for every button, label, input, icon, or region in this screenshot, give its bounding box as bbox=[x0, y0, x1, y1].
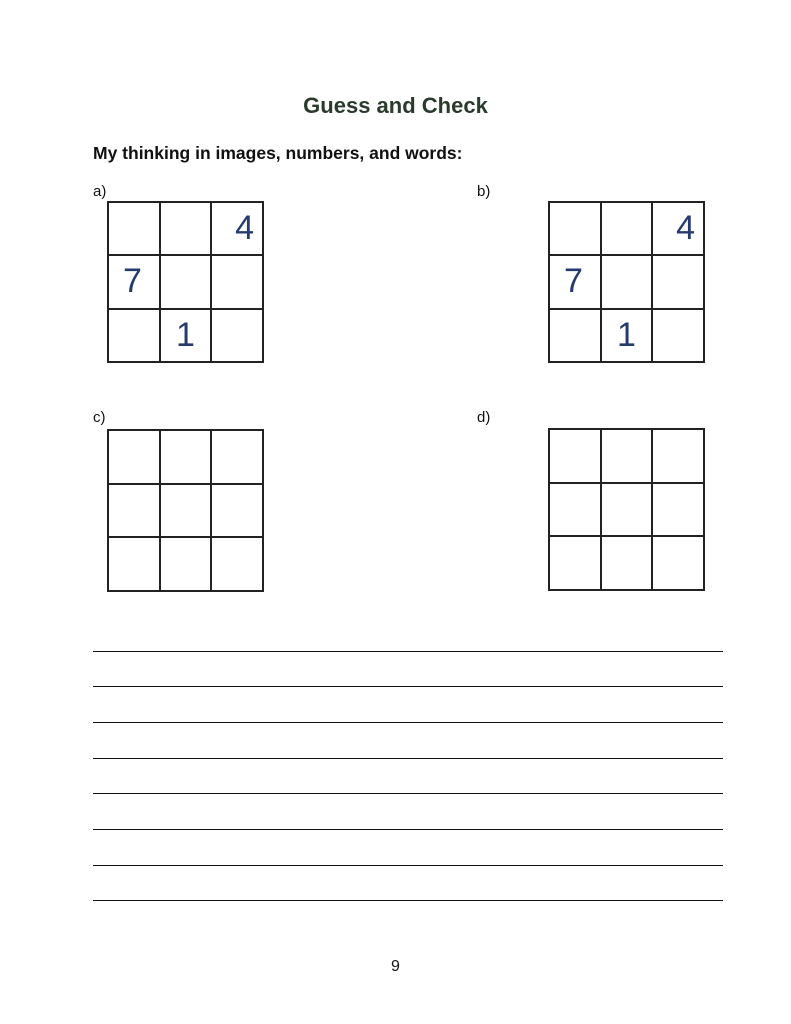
grid-d-label: d) bbox=[477, 409, 491, 426]
grid-a-cell[interactable]: 1 bbox=[161, 310, 213, 363]
grid-c-cell[interactable] bbox=[212, 431, 264, 485]
writing-line[interactable] bbox=[93, 829, 723, 830]
grid-b-cell[interactable] bbox=[653, 310, 705, 363]
grid-a-cell[interactable]: 7 bbox=[109, 256, 161, 309]
grid-c-cell[interactable] bbox=[109, 538, 161, 592]
grid-d-cell[interactable] bbox=[602, 484, 654, 538]
grid-c-label: c) bbox=[93, 409, 106, 426]
page-number: 9 bbox=[391, 958, 400, 975]
page-title: Guess and Check bbox=[303, 93, 488, 118]
grid-b-cell[interactable] bbox=[602, 256, 654, 309]
grid-c-cell[interactable] bbox=[161, 431, 213, 485]
grid-c-cell[interactable] bbox=[109, 485, 161, 539]
grid-d-cell[interactable] bbox=[653, 537, 705, 591]
grid-c-cell[interactable] bbox=[161, 538, 213, 592]
grid-c-cell[interactable] bbox=[212, 485, 264, 539]
writing-line[interactable] bbox=[93, 793, 723, 794]
grid-b-cell[interactable]: 4 bbox=[653, 203, 705, 256]
grid-b-cell[interactable] bbox=[653, 256, 705, 309]
grid-c bbox=[107, 429, 264, 592]
writing-line[interactable] bbox=[93, 865, 723, 866]
writing-line[interactable] bbox=[93, 900, 723, 901]
grid-b-cell[interactable] bbox=[550, 310, 602, 363]
grid-b-label: b) bbox=[477, 183, 491, 200]
grid-d-cell[interactable] bbox=[602, 430, 654, 484]
grid-b-cell[interactable] bbox=[602, 203, 654, 256]
grid-b bbox=[548, 201, 705, 363]
grid-c-cell[interactable] bbox=[161, 485, 213, 539]
grid-b-cell[interactable] bbox=[550, 203, 602, 256]
grid-a-cell[interactable] bbox=[161, 256, 213, 309]
grid-c-cell[interactable] bbox=[212, 538, 264, 592]
writing-line[interactable] bbox=[93, 722, 723, 723]
grid-d-cell[interactable] bbox=[653, 430, 705, 484]
writing-line[interactable] bbox=[93, 758, 723, 759]
grid-a-cell[interactable] bbox=[212, 256, 264, 309]
grid-a-label: a) bbox=[93, 183, 107, 200]
grid-d-cell[interactable] bbox=[602, 537, 654, 591]
grid-d-cell[interactable] bbox=[550, 484, 602, 538]
grid-b-cell[interactable]: 1 bbox=[602, 310, 654, 363]
grid-a-cell[interactable] bbox=[109, 203, 161, 256]
grid-d-cell[interactable] bbox=[550, 430, 602, 484]
grid-a-cell[interactable] bbox=[161, 203, 213, 256]
grid-a-cell[interactable] bbox=[109, 310, 161, 363]
grid-d-cell[interactable] bbox=[653, 484, 705, 538]
grid-d bbox=[548, 428, 705, 591]
grid-a-cell[interactable] bbox=[212, 310, 264, 363]
grid-a-cell[interactable]: 4 bbox=[212, 203, 264, 256]
grid-b-cell[interactable]: 7 bbox=[550, 256, 602, 309]
grid-d-cell[interactable] bbox=[550, 537, 602, 591]
writing-line[interactable] bbox=[93, 686, 723, 687]
grid-a bbox=[107, 201, 264, 363]
instructions-heading: My thinking in images, numbers, and words: bbox=[93, 143, 463, 163]
writing-line[interactable] bbox=[93, 651, 723, 652]
grid-c-cell[interactable] bbox=[109, 431, 161, 485]
